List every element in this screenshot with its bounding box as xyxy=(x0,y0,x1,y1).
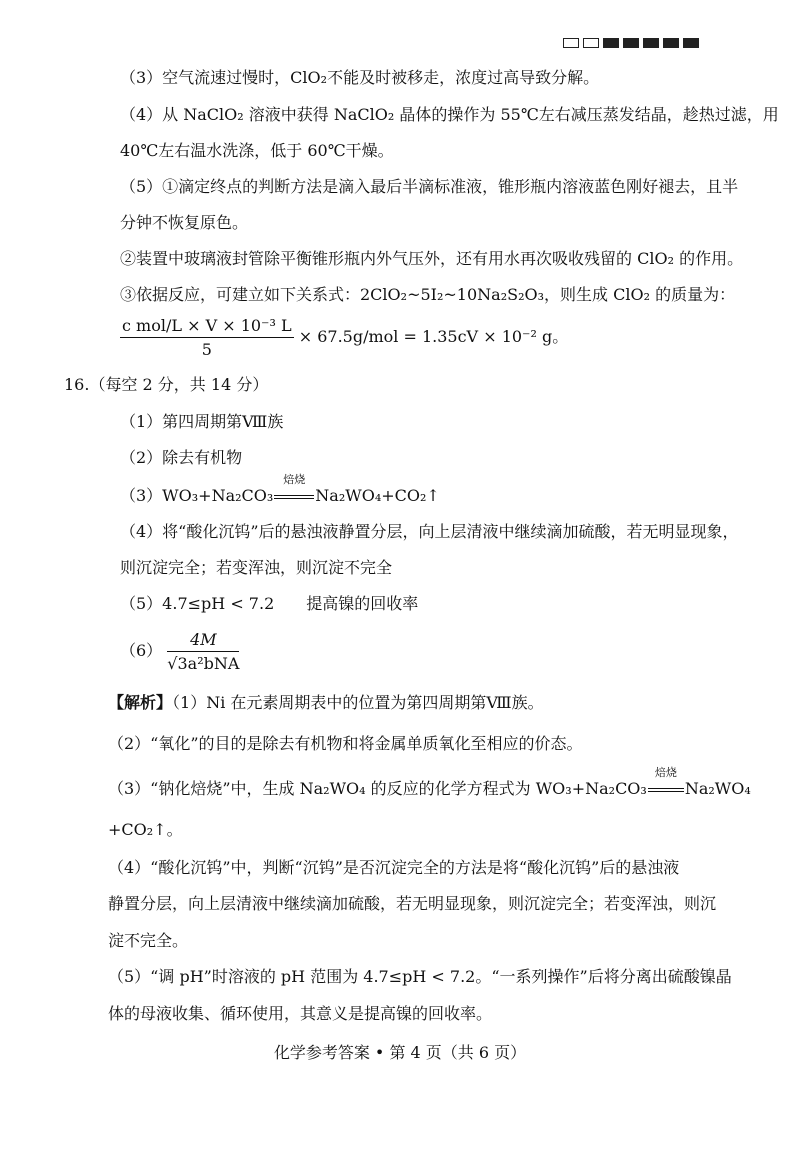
q16-answer-5: （5）4.7≤pH < 7.2 提高镍的回收率 xyxy=(120,594,419,613)
analysis-4-line3: 淀不完全。 xyxy=(108,931,189,950)
marker-empty xyxy=(563,38,579,48)
page-markers xyxy=(563,38,699,48)
reaction-condition: 焙烧 xyxy=(283,473,306,486)
q15-answer-5-line1: （5）①滴定终点的判断方法是滴入最后半滴标准液，锥形瓶内溶液蓝色刚好褪去，且半 xyxy=(120,177,739,196)
equation-products: Na₂WO₄ xyxy=(684,779,751,798)
answer-6-label: （6） xyxy=(120,641,163,660)
density-fraction xyxy=(167,630,239,673)
q15-answer-5-line3: ②装置中玻璃液封管除平衡锥形瓶内外气压外，还有用水再次吸收残留的 ClO₂ 的作用。 xyxy=(120,249,744,268)
analysis-4-line1: （4）“酸化沉钨”中，判断“沉钨”是否沉淀完全的方法是将“酸化沉钨”后的悬浊液 xyxy=(108,858,680,877)
q16-answer-4-line1: （4）将“酸化沉钨”后的悬浊液静置分层，向上层清液中继续滴加硫酸，若无明显现象， xyxy=(120,522,739,541)
q15-mass-formula xyxy=(120,316,568,359)
formula-fraction xyxy=(120,316,294,359)
q15-answer-4-line2: 40℃左右温水洗涤，低于 60℃干燥。 xyxy=(120,141,394,160)
q16-answer-6 xyxy=(120,630,239,673)
equation-arrow xyxy=(274,473,314,506)
q16-answer-3 xyxy=(120,473,440,506)
marker-filled xyxy=(603,38,619,48)
reaction-condition: 焙烧 xyxy=(654,766,677,779)
density-numerator: 4M xyxy=(167,630,239,652)
analysis-1: （1）Ni 在元素周期表中的位置为第四周期第Ⅷ族。 xyxy=(172,693,544,712)
analysis-3-cont: +CO₂↑。 xyxy=(108,820,183,839)
marker-filled xyxy=(683,38,699,48)
q15-answer-4-line1: （4）从 NaClO₂ 溶液中获得 NaClO₂ 晶体的操作为 55℃左右减压蒸发结晶，趁热过滤，用 xyxy=(120,105,779,124)
formula-denominator: 5 xyxy=(201,340,212,359)
q16-answer-1: （1）第四周期第Ⅷ族 xyxy=(120,412,284,431)
equation-reactants: （3）WO₃+Na₂CO₃ xyxy=(120,486,274,505)
analysis-2: （2）“氧化”的目的是除去有机物和将金属单质氧化至相应的价态。 xyxy=(108,734,583,753)
analysis-4-line2: 静置分层，向上层清液中继续滴加硫酸，若无明显现象，则沉淀完全；若变浑浊，则沉 xyxy=(108,894,717,913)
analysis-5-line1: （5）“调 pH”时溶液的 pH 范围为 4.7≤pH < 7.2。“一系列操作”后将分离出硫酸镍晶 xyxy=(108,967,732,986)
equation-arrow xyxy=(648,766,684,799)
formula-rest: × 67.5g/mol = 1.35cV × 10⁻² g。 xyxy=(298,327,569,346)
density-denominator: √3a²bNA xyxy=(167,654,240,673)
analysis-3 xyxy=(108,766,751,799)
q15-answer-5-line2: 分钟不恢复原色。 xyxy=(120,213,249,232)
marker-filled xyxy=(623,38,639,48)
formula-numerator: c mol/L × V × 10⁻³ L xyxy=(120,316,294,338)
analysis-label: 【解析】 xyxy=(108,693,173,712)
marker-empty xyxy=(583,38,599,48)
q15-answer-5-line4: ③依据反应，可建立如下关系式：2ClO₂~5I₂~10Na₂S₂O₃，则生成 ClO₂ 的质量为： xyxy=(120,285,736,304)
page-footer: 化学参考答案 • 第 4 页（共 6 页） xyxy=(273,1043,527,1062)
analysis-line-1 xyxy=(108,693,544,713)
marker-filled xyxy=(643,38,659,48)
marker-filled xyxy=(663,38,679,48)
q16-answer-2: （2）除去有机物 xyxy=(120,448,243,467)
analysis-3-text: （3）“钠化焙烧”中，生成 Na₂WO₄ 的反应的化学方程式为 WO₃+Na₂CO₃ xyxy=(108,779,647,798)
analysis-5-line2: 体的母液收集、循环使用，其意义是提高镍的回收率。 xyxy=(108,1004,493,1023)
q15-answer-3: （3）空气流速过慢时，ClO₂不能及时被移走，浓度过高导致分解。 xyxy=(120,68,600,87)
q16-answer-4-line2: 则沉淀完全；若变浑浊，则沉淀不完全 xyxy=(120,558,393,577)
q16-heading: 16.（每空 2 分，共 14 分） xyxy=(64,375,269,394)
equation-products: Na₂WO₄+CO₂↑ xyxy=(315,486,440,505)
